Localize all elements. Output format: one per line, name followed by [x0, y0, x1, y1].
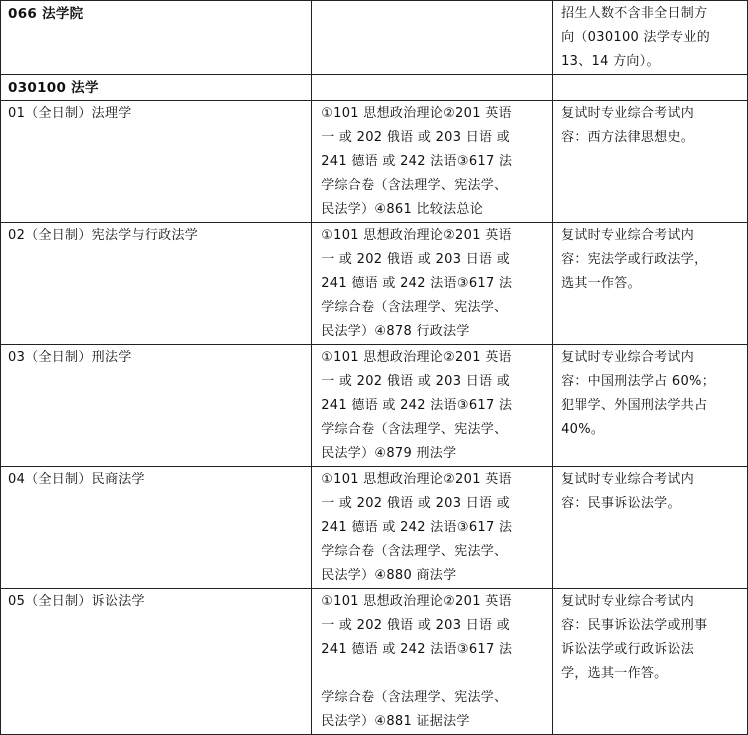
exam-subjects: [312, 589, 552, 734]
note-line: 13、14 方向）。: [561, 54, 660, 69]
direction-cell: [1, 467, 312, 589]
exam-line: ①101 思想政治理论②201 英语: [321, 228, 512, 243]
exam-subjects-cell: [312, 223, 553, 345]
note-line: 诉讼法学或行政诉讼法: [561, 642, 695, 657]
college-note-cell: [553, 1, 748, 75]
major-cell: [1, 75, 312, 101]
note-line: 容：民事诉讼法学或刑事: [561, 618, 708, 633]
direction-name: 02（全日制）宪法学与行政法学: [8, 228, 199, 243]
direction-cell: [1, 101, 312, 223]
exam-line: 民法学）④861 比较法总论: [321, 202, 484, 217]
notes-text: [553, 223, 747, 296]
college-exam-text: [312, 1, 552, 2]
exam-line: 241 德语 或 242 法语③617 法: [321, 276, 513, 291]
exam-line: 241 德语 或 242 法语③617 法: [321, 642, 513, 657]
exam-line: 学综合卷（含法理学、宪法学、: [321, 544, 508, 559]
notes-text: [553, 589, 747, 686]
exam-subjects-cell: [312, 589, 553, 735]
exam-line: 学综合卷（含法理学、宪法学、: [321, 178, 508, 193]
note-line: 复试时专业综合考试内: [561, 228, 695, 243]
note-line: 复试时专业综合考试内: [561, 350, 695, 365]
exam-line: 一 或 202 俄语 或 203 日语 或: [321, 130, 511, 145]
exam-subjects: [312, 345, 552, 466]
notes-text: [553, 467, 747, 516]
direction-cell: [1, 223, 312, 345]
note-line: 学，选其一作答。: [561, 666, 668, 681]
note-line: 容：西方法律思想史。: [561, 130, 695, 145]
exam-line: 民法学）④878 行政法学: [321, 324, 470, 339]
notes-cell: [553, 345, 748, 467]
table-row: [1, 467, 748, 589]
exam-line: ①101 思想政治理论②201 英语: [321, 106, 512, 121]
direction-name: 03（全日制）刑法学: [8, 350, 132, 365]
note-line: 复试时专业综合考试内: [561, 472, 695, 487]
note-line: 向（030100 法学专业的: [561, 30, 711, 45]
exam-subjects-cell: [312, 101, 553, 223]
note-line: 容：民事诉讼法学。: [561, 496, 681, 511]
exam-line: 241 德语 或 242 法语③617 法: [321, 520, 513, 535]
note-line: 选其一作答。: [561, 276, 641, 291]
note-line: 犯罪学、外国刑法学共占: [561, 398, 708, 413]
exam-line: 一 或 202 俄语 或 203 日语 或: [321, 374, 511, 389]
note-line: 容：宪法学或行政法学，: [561, 252, 708, 267]
direction-cell: [1, 345, 312, 467]
line-gap: [321, 662, 548, 686]
exam-line: 一 或 202 俄语 或 203 日语 或: [321, 618, 511, 633]
notes-cell: [553, 589, 748, 735]
notes-cell: [553, 223, 748, 345]
note-line: 招生人数不含非全日制方: [561, 6, 708, 21]
college-exam-cell: [312, 1, 553, 75]
college-note: [553, 1, 747, 74]
note-line: 容：中国刑法学占 60%；: [561, 374, 716, 389]
exam-line: 民法学）④879 刑法学: [321, 446, 457, 461]
table-row: [1, 345, 748, 467]
exam-subjects-cell: [312, 467, 553, 589]
table-row: [1, 223, 748, 345]
note-line: 复试时专业综合考试内: [561, 594, 695, 609]
notes-cell: [553, 101, 748, 223]
table-row: [1, 589, 748, 735]
exam-line: 学综合卷（含法理学、宪法学、: [321, 300, 508, 315]
note-line: 复试时专业综合考试内: [561, 106, 695, 121]
exam-line: ①101 思想政治理论②201 英语: [321, 594, 512, 609]
exam-line: 民法学）④881 证据法学: [321, 714, 470, 729]
major-name: 030100 法学: [8, 80, 99, 96]
notes-text: [553, 345, 747, 442]
exam-line: 学综合卷（含法理学、宪法学、: [321, 690, 508, 705]
exam-subjects: [312, 101, 552, 222]
table-row: [1, 101, 748, 223]
college-name: 066 法学院: [8, 6, 84, 22]
exam-line: 241 德语 或 242 法语③617 法: [321, 398, 513, 413]
exam-line: 241 德语 或 242 法语③617 法: [321, 154, 513, 169]
note-line: 40%。: [561, 422, 605, 437]
notes-cell: [553, 467, 748, 589]
exam-subjects: [312, 223, 552, 344]
major-row: [1, 75, 748, 101]
direction-name: 04（全日制）民商法学: [8, 472, 145, 487]
exam-line: ①101 思想政治理论②201 英语: [321, 472, 512, 487]
exam-subjects: [312, 467, 552, 588]
exam-line: 一 或 202 俄语 或 203 日语 或: [321, 252, 511, 267]
major-exam-cell: [312, 75, 553, 101]
exam-line: ①101 思想政治理论②201 英语: [321, 350, 512, 365]
exam-line: 民法学）④880 商法学: [321, 568, 457, 583]
exam-line: 一 或 202 俄语 或 203 日语 或: [321, 496, 511, 511]
notes-text: [553, 101, 747, 150]
college-row: [1, 1, 748, 75]
exam-subjects-cell: [312, 345, 553, 467]
exam-line: 学综合卷（含法理学、宪法学、: [321, 422, 508, 437]
direction-name: 01（全日制）法理学: [8, 106, 132, 121]
college-cell: [1, 1, 312, 75]
direction-cell: [1, 589, 312, 735]
direction-name: 05（全日制）诉讼法学: [8, 594, 145, 609]
major-note-cell: [553, 75, 748, 101]
